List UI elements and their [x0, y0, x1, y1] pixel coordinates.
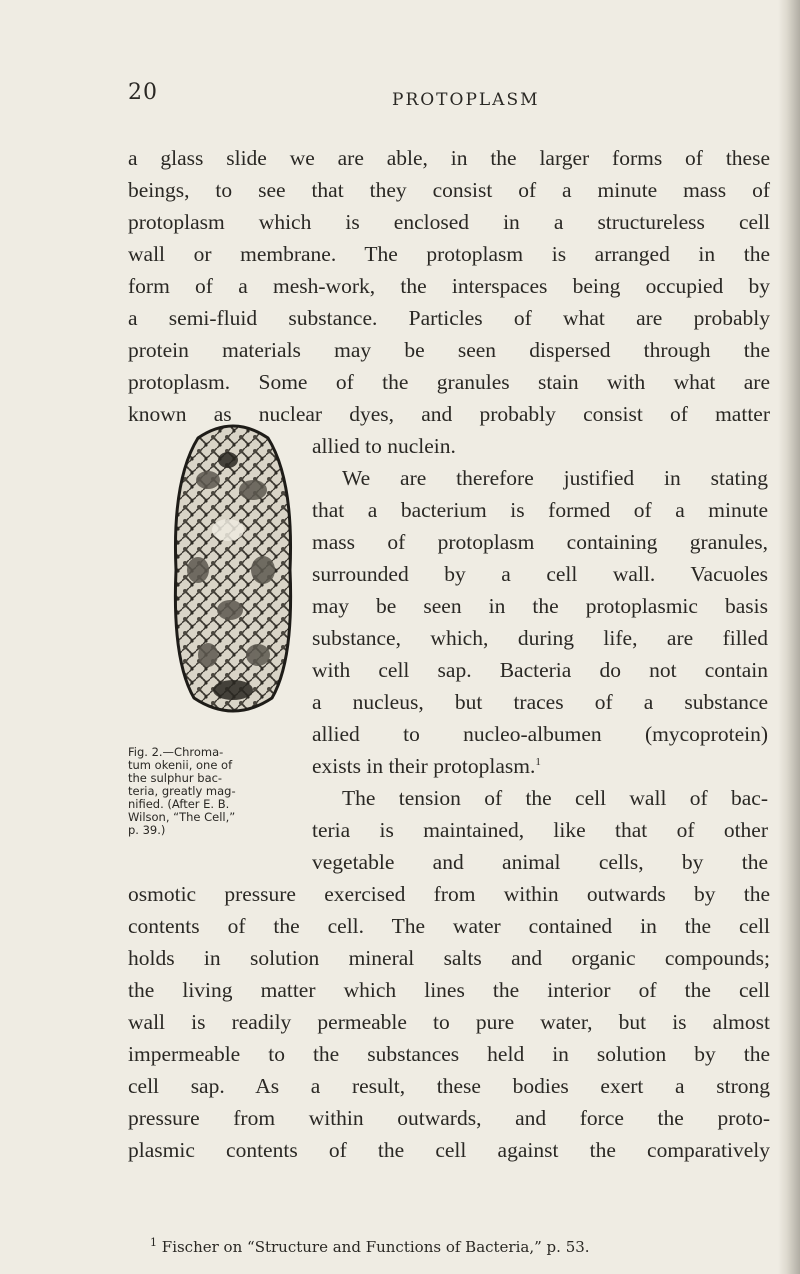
footnote-text: Fischer on “Structure and Functions of Bacteria,” p. 53. — [161, 1238, 590, 1256]
body-line: may be seen in the protoplasmic basis — [312, 594, 768, 618]
body-line: known as nuclear dyes, and probably consist of matter — [128, 402, 770, 426]
page-edge-shadow — [778, 0, 800, 1274]
body-line: that a bacterium is formed of a minute — [312, 498, 768, 522]
body-line: protoplasm. Some of the granules stain with what are — [128, 370, 770, 394]
body-line: mass of protoplasm containing granules, — [312, 530, 768, 554]
body-line: wall is readily permeable to pure water, but is almost — [128, 1010, 770, 1034]
body-line: contents of the cell. The water contained in the cell — [128, 914, 770, 938]
body-line: We are therefore justified in stating — [342, 466, 768, 490]
figure-caption-line: tum okenii, one of — [128, 758, 233, 772]
body-line: with cell sap. Bacteria do not contain — [312, 658, 768, 682]
bacterium-figure-image — [168, 420, 298, 720]
body-line: a nucleus, but traces of a substance — [312, 690, 768, 714]
body-line: form of a mesh-work, the interspaces being occupied by — [128, 274, 770, 298]
body-line: wall or membrane. The protoplasm is arranged in the — [128, 242, 770, 266]
figure-caption-line: p. 39.) — [128, 823, 166, 837]
body-line: the living matter which lines the interior of the cell — [128, 978, 770, 1002]
body-line: teria is maintained, like that of other — [312, 818, 768, 842]
body-line: a glass slide we are able, in the larger forms of these — [128, 146, 770, 170]
page-number: 20 — [128, 80, 158, 105]
body-line: protein materials may be seen dispersed through the — [128, 338, 770, 362]
body-line: allied to nuclein. — [312, 434, 456, 458]
body-line: holds in solution mineral salts and organic compounds; — [128, 946, 770, 970]
body-line: beings, to see that they consist of a minute mass of — [128, 178, 770, 202]
body-line: a semi-fluid substance. Particles of what are probably — [128, 306, 770, 330]
body-line: protoplasm which is enclosed in a structureless cell — [128, 210, 770, 234]
running-head: PROTOPLASM — [392, 90, 540, 110]
body-line: allied to nucleo-albumen (mycoprotein) — [312, 722, 768, 746]
body-line: osmotic pressure exercised from within outwards by the — [128, 882, 770, 906]
figure-caption-line: Wilson, “The Cell,” — [128, 810, 236, 824]
body-line: impermeable to the substances held in solution by the — [128, 1042, 770, 1066]
body-line: vegetable and animal cells, by the — [312, 850, 768, 874]
body-line: cell sap. As a result, these bodies exert a strong — [128, 1074, 770, 1098]
body-line: plasmic contents of the cell against the comparatively — [128, 1138, 770, 1162]
footnote-reference: 1 — [535, 755, 541, 768]
footnote — [150, 1236, 590, 1256]
figure-caption-line: teria, greatly mag- — [128, 784, 236, 798]
body-line: pressure from within outwards, and force the proto- — [128, 1106, 770, 1130]
body-line: substance, which, during life, are filled — [312, 626, 768, 650]
body-line: surrounded by a cell wall. Vacuoles — [312, 562, 768, 586]
body-line — [312, 754, 768, 779]
body-line: The tension of the cell wall of bac- — [342, 786, 768, 810]
footnote-mark: 1 — [150, 1236, 157, 1249]
figure-caption-line: the sulphur bac- — [128, 771, 223, 785]
figure-caption-line: nified. (After E. B. — [128, 797, 230, 811]
figure-caption-line: Fig. 2.—Chroma- — [128, 745, 224, 759]
body-line-text: exists in their protoplasm. — [312, 754, 536, 778]
